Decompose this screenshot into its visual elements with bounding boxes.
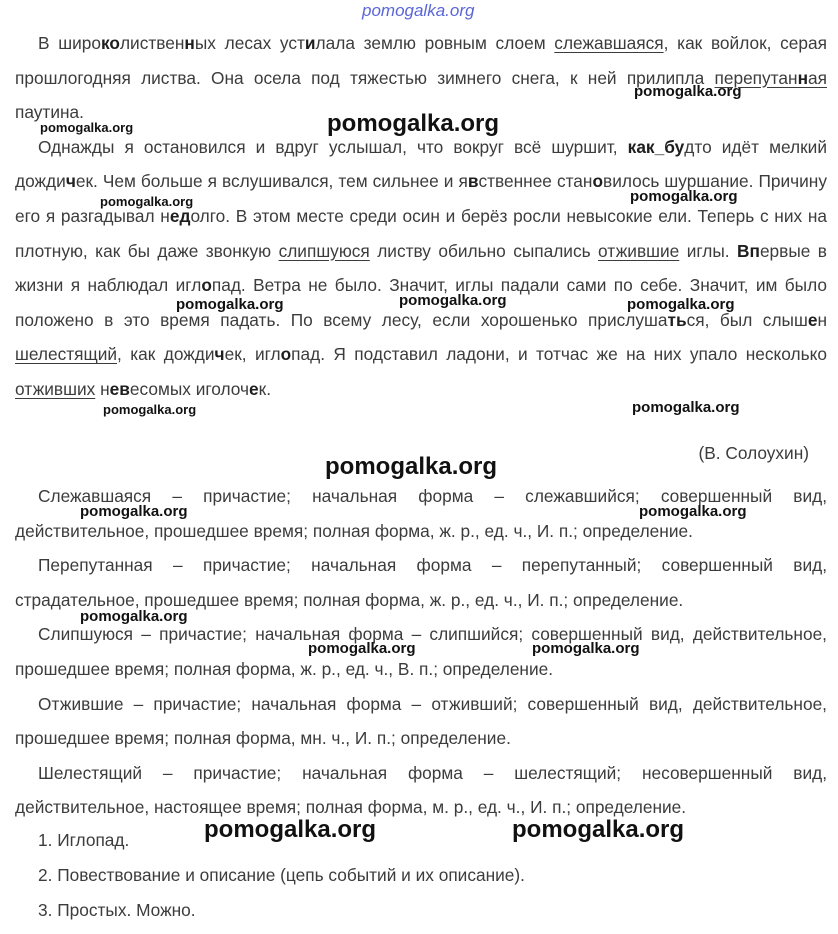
- watermark: pomogalka.org: [80, 503, 188, 520]
- watermark: pomogalka.org: [532, 640, 640, 657]
- watermark: pomogalka.org: [176, 296, 284, 313]
- watermark: pomogalka.org: [630, 188, 738, 205]
- watermark: pomogalka.org: [204, 816, 377, 843]
- watermark: pomogalka.org: [632, 399, 740, 416]
- analysis-item: Слипшуюся – причастие; начальная форма – слипшийся; совершенный вид, действительное, прошедшее время; полная форма, ж. р., ед. ч., В. п.; определение.: [15, 624, 827, 679]
- analysis-item: Перепутанная – причастие; начальная форма – перепутанный; совершенный вид, страдательное, прошедшее время; полная форма, ж. р., ед. ч., И. п.; определение.: [15, 555, 827, 610]
- answer-item: 3. Простых. Можно.: [38, 900, 196, 920]
- watermark: pomogalka.org: [627, 296, 735, 313]
- underlined-word-6: отживших: [15, 378, 96, 399]
- analysis-item: Отжившие – причастие; начальная форма – отживший; совершенный вид, действительное, прошедшее время; полная форма, мн. ч., И. п.; определение.: [15, 693, 827, 749]
- site-header-watermark: pomogalka.org: [362, 1, 475, 20]
- watermark: pomogalka.org: [512, 816, 685, 843]
- watermark: pomogalka.org: [327, 110, 500, 137]
- watermark: pomogalka.org: [80, 608, 188, 625]
- watermark: pomogalka.org: [308, 640, 416, 657]
- underlined-word-1: слежавшаяся: [554, 33, 664, 53]
- participle-analysis: [15, 479, 827, 825]
- watermark: pomogalka.org: [325, 453, 498, 480]
- watermark: pomogalka.org: [634, 83, 742, 100]
- underlined-word-2: перепутанная: [714, 67, 827, 88]
- watermark: pomogalka.org: [639, 503, 747, 520]
- underlined-word-4: отжившие: [598, 240, 680, 261]
- underlined-word-5: шелестящий: [15, 344, 118, 365]
- watermark: pomogalka.org: [399, 292, 507, 309]
- analysis-item: Шелестящий – причастие; начальная форма – шелестящий; несовершенный вид, действительное, настоящее время; полная форма, м. р., ед. ч., И. п.; определение.: [15, 762, 827, 818]
- watermark: pomogalka.org: [40, 120, 134, 135]
- watermark: pomogalka.org: [100, 194, 194, 209]
- answer-item: 1. Иглопад.: [38, 830, 130, 850]
- paragraph-1: В широколиственных лесах устилала землю ровным слоем слежавшаяся, как войлок, серая прошлогодняя листва. Она осела под тяжестью зимнего снега, к ней прилипла перепутанная паутина.: [15, 33, 827, 123]
- paragraph-2: Однажды я остановился и вдруг услышал, что вокруг всё шуршит, как_будто идёт мелкий дождичек. Чем больше я вслушивался, тем сильнее и явственнее становилось шуршание. Причину его я разгадывал недолго. В этом месте среди осин и берёз росли невысокие ели. Теперь с них на плотную, как бы даже звонкую слипшуюся листву обильно сыпались отжившие иглы. Впервые в жизни я наблюдал иглопад. Ветра не было. Значит, иглы падали сами по себе. Значит, им было положено в это время падать. По всему лесу, если хорошенько прислушаться, был слышен шелестящий, как дождичек, иглопад. Я подставил ладони, и тотчас же на них упало несколько отживших невесомых иголочек.: [15, 136, 828, 399]
- underlined-word-3: слипшуюся: [278, 240, 370, 261]
- answer-item: 2. Повествование и описание (цепь событий и их описание).: [38, 865, 525, 885]
- watermark: pomogalka.org: [103, 402, 197, 417]
- author-attribution: (В. Солоухин): [698, 443, 809, 463]
- analysis-item: Слежавшаяся – причастие; начальная форма – слежавшийся; совершенный вид, действительное, прошедшее время; полная форма, ж. р., ед. ч., И. п.; определение.: [15, 486, 827, 541]
